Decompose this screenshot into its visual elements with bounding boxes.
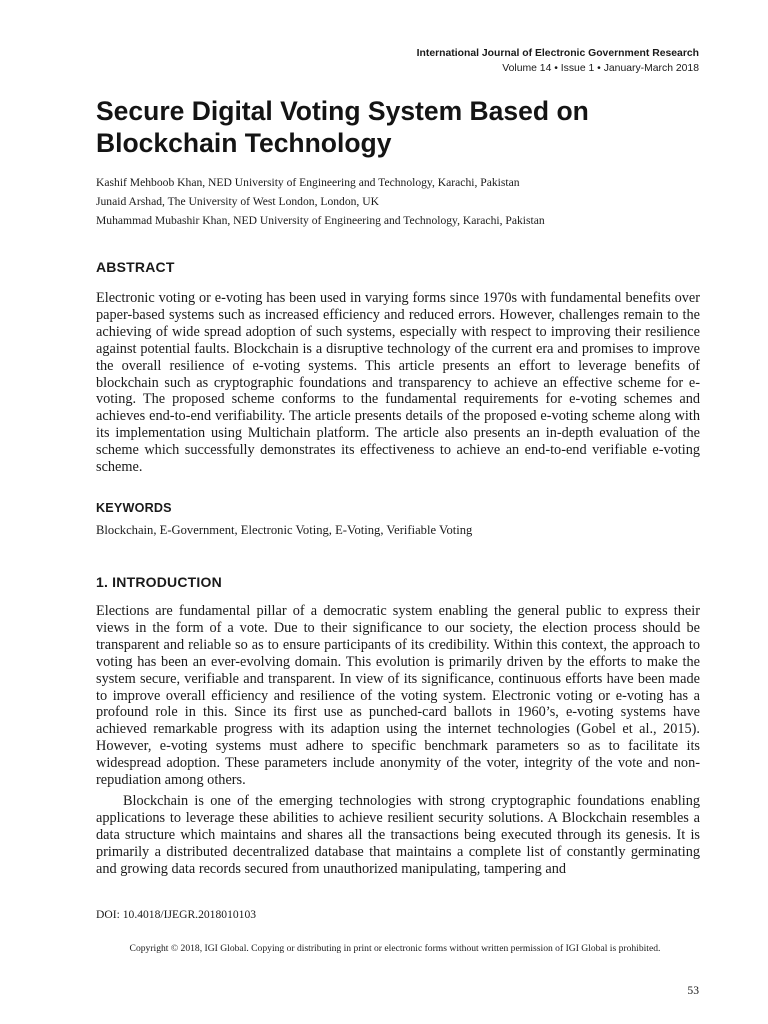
abstract-text: Electronic voting or e-voting has been used in varying forms since 1970s with fundamental benefits over paper-based systems such as increased efficiency and reduced errors. However, challenges remain to the achieving of wide spread adoption of such systems, especially with respect to improving their resilience against potential faults. Blockchain is a disruptive technology of the current era and promises to improve the overall resilience of e-voting systems. This article presents an effort to leverage benefits of blockchain such as cryptographic foundations and transparency to achieve an effective scheme for e-voting. The proposed scheme conforms to the fundamental requirements for e-voting schemes and achieves end-to-end verifiability. The article presents details of the proposed e-voting scheme along with its implementation using Multichain platform. The article also presents an in-depth evaluation of the scheme which successfully demonstrates its effectiveness to achieve an end-to-end verifiable e-voting scheme.	[96, 290, 700, 476]
page-number: 53	[687, 984, 699, 997]
journal-name: International Journal of Electronic Government Research	[416, 48, 699, 59]
doi-reference: DOI: 10.4018/IJEGR.2018010103	[96, 908, 257, 921]
author-list	[96, 173, 696, 230]
keywords-heading: KEYWORDS	[96, 501, 172, 515]
abstract-heading: ABSTRACT	[96, 259, 175, 275]
author-affiliation: Muhammad Mubashir Khan, NED University of Engineering and Technology, Karachi, Pakistan	[96, 214, 545, 227]
keywords-text: Blockchain, E-Government, Electronic Voting, E-Voting, Verifiable Voting	[96, 523, 473, 537]
copyright-notice: Copyright © 2018, IGI Global. Copying or distributing in print or electronic forms without written permission of IGI Global is prohibited.	[129, 943, 661, 954]
journal-header	[417, 46, 699, 76]
introduction-heading: 1. INTRODUCTION	[96, 574, 222, 590]
volume-issue: Volume 14 • Issue 1 • January-March 2018	[502, 63, 699, 74]
article-title: Secure Digital Voting System Based on Blockchain Technology	[96, 96, 589, 158]
author-affiliation: Junaid Arshad, The University of West London, London, UK	[96, 195, 379, 208]
author-affiliation: Kashif Mehboob Khan, NED University of Engineering and Technology, Karachi, Pakistan	[96, 176, 520, 189]
introduction-paragraph: Elections are fundamental pillar of a democratic system enabling the general public to express their views in the form of a vote. Due to their significance to our society, the election process should be transparent and reliable so as to ensure participants of its credibility. Within this context, the approach to voting has been an ever-evolving domain. This evolution is primarily driven by the efforts to make the system secure, verifiable and transparent. In view of its significance, continuous efforts have been made to improve overall efficiency and resilience of the voting system. Electronic voting or e-voting has a profound role in this. Since its first use as punched-card ballots in 1960’s, e-voting systems have achieved remarkable progress with its adaption using the internet technologies (Gobel et al., 2015). However, e-voting systems must adhere to specific benchmark parameters so as to facilitate its widespread adoption. These parameters include anonymity of the voter, integrity of the vote and non-repudiation among others.	[96, 603, 700, 789]
introduction-paragraph: Blockchain is one of the emerging technologies with strong cryptographic foundations enabling applications to leverage these abilities to achieve resilient security solutions. A Blockchain resembles a data structure which maintains and shares all the transactions being executed through its genesis. It is primarily a distributed decentralized database that maintains a complete list of constantly germinating and growing data records secured from unauthorized manipulating, tampering and	[96, 793, 700, 877]
